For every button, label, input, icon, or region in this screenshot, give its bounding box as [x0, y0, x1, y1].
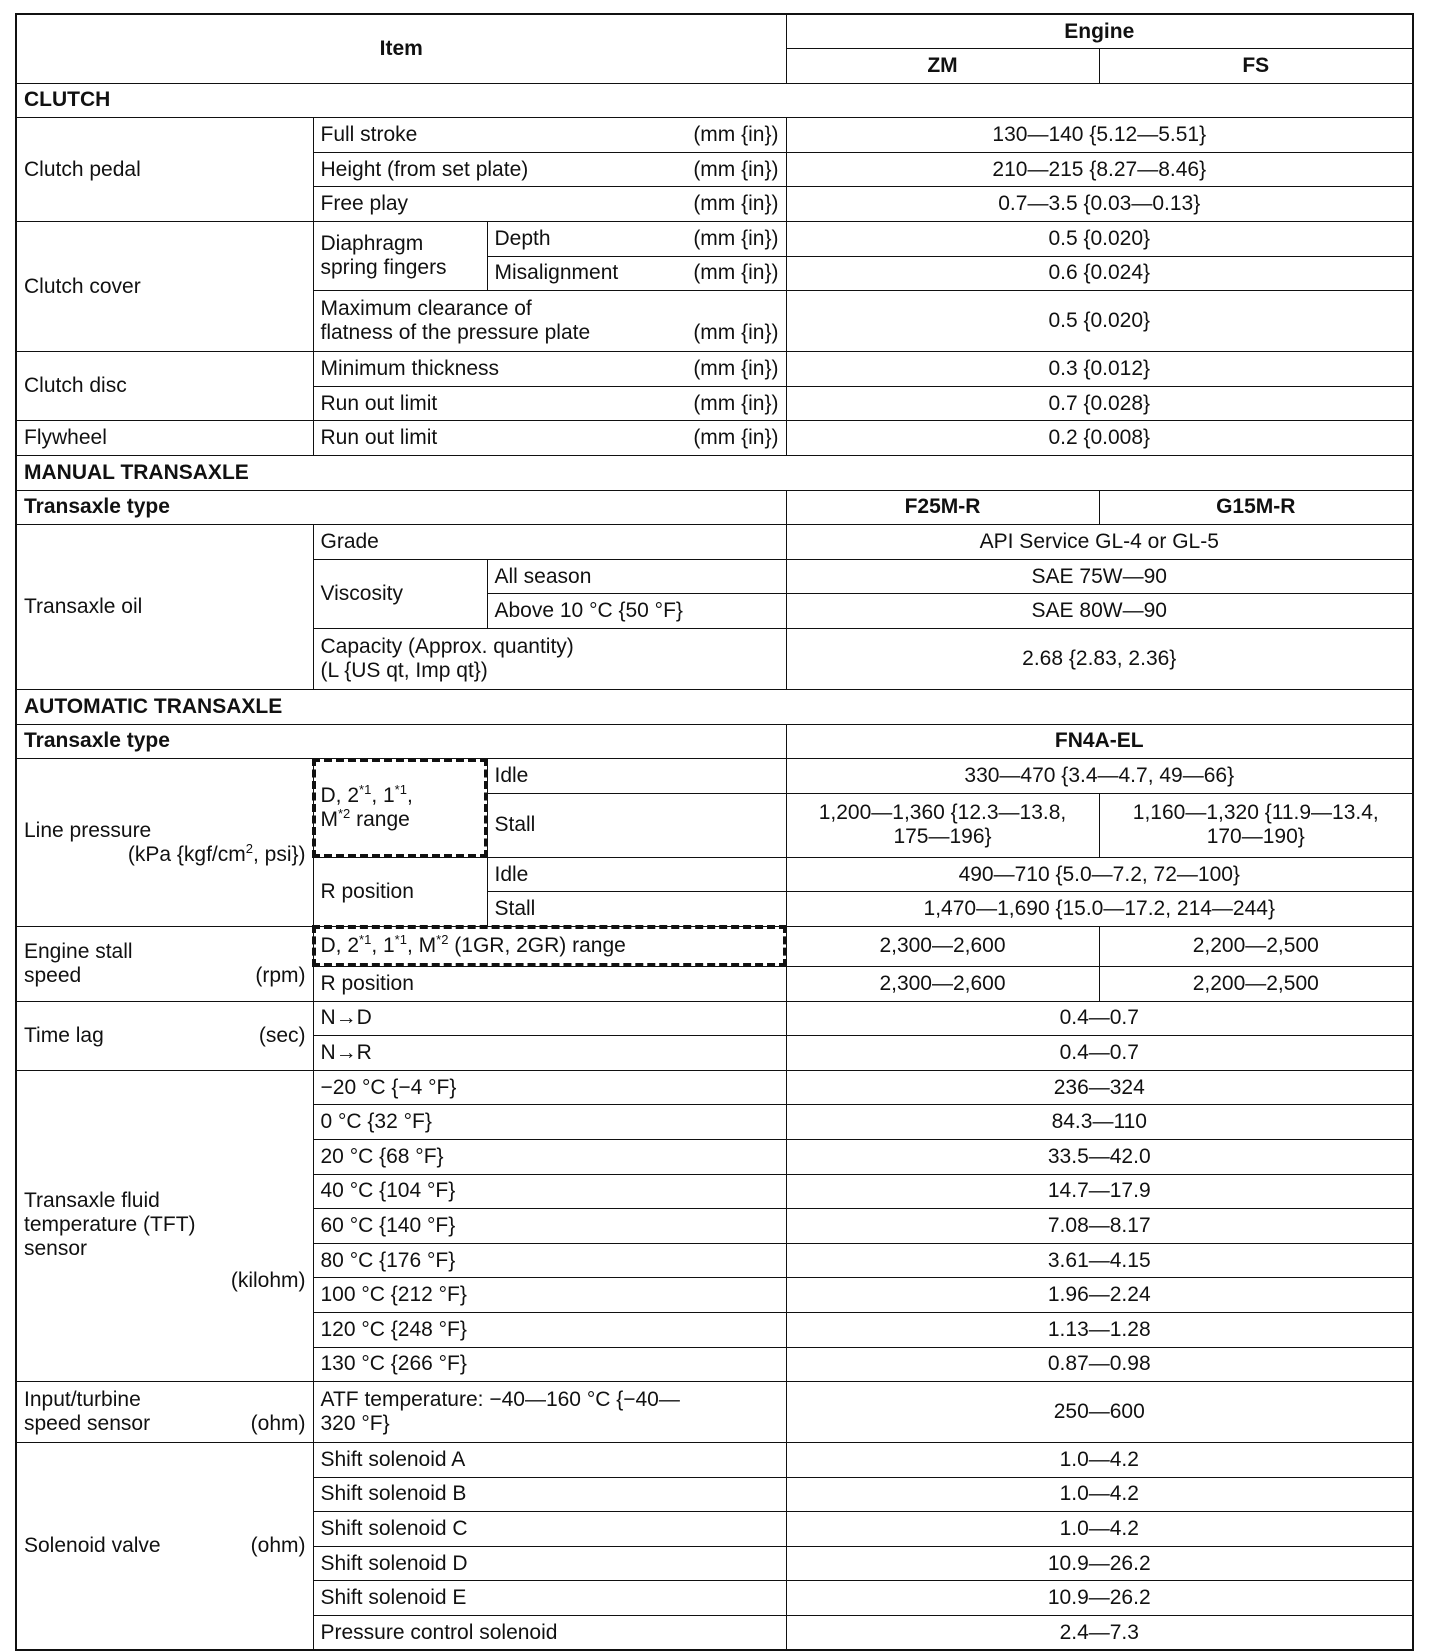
- solenoid-label: Shift solenoid C: [313, 1512, 786, 1547]
- value-cell: 0.7 {0.028}: [786, 386, 1413, 421]
- temperature-label: −20 °C {−4 °F}: [313, 1070, 786, 1105]
- temperature-label: 60 °C {140 °F}: [313, 1209, 786, 1244]
- stall-label: Stall: [487, 892, 786, 927]
- item-label: Height (from set plate): [320, 157, 529, 181]
- section-automatic-transaxle: AUTOMATIC TRANSAXLE: [16, 690, 1413, 725]
- value-cell: 330—470 {3.4—4.7, 49—66}: [786, 759, 1413, 794]
- above-label: Above 10 °C {50 °F}: [487, 594, 786, 629]
- r-position-label: R position: [313, 966, 786, 1001]
- value-cell: 2.4—7.3: [786, 1616, 1413, 1651]
- value-cell-zm: 2,300—2,600: [786, 966, 1099, 1001]
- value-cell: 0.5 {0.020}: [786, 222, 1413, 257]
- value-cell: 210—215 {8.27—8.46}: [786, 152, 1413, 187]
- value-cell: 0.4—0.7: [786, 1036, 1413, 1071]
- value-cell: 1.13—1.28: [786, 1312, 1413, 1347]
- temperature-label: 100 °C {212 °F}: [313, 1278, 786, 1313]
- value-cell: 7.08—8.17: [786, 1209, 1413, 1244]
- idle-label: Idle: [487, 857, 786, 892]
- item-label: Full stroke: [320, 123, 418, 147]
- item-label: Free play: [320, 192, 409, 216]
- value-cell: API Service GL-4 or GL-5: [786, 525, 1413, 560]
- n-d-label: N→D: [313, 1001, 786, 1036]
- transaxle-type-label: Transaxle type: [16, 724, 786, 759]
- value-cell-fs: 2,200—2,500: [1099, 926, 1413, 966]
- value-cell: 250—600: [786, 1382, 1413, 1443]
- value-cell: 490—710 {5.0—7.2, 72—100}: [786, 857, 1413, 892]
- value-cell: 2.68 {2.83, 2.36}: [786, 629, 1413, 690]
- value-cell: 1,470—1,690 {15.0—17.2, 214—244}: [786, 892, 1413, 927]
- type-fs: G15M-R: [1099, 490, 1413, 525]
- item-label: Run out limit: [320, 426, 438, 450]
- item-label: Minimum thickness: [320, 357, 500, 381]
- value-cell: 10.9—26.2: [786, 1546, 1413, 1581]
- all-season-label: All season: [487, 559, 786, 594]
- value-cell: 0.6 {0.024}: [786, 256, 1413, 291]
- clutch-pedal-label: Clutch pedal: [16, 118, 313, 222]
- turbine-sensor-label: Input/turbine speed sensor (ohm): [16, 1382, 313, 1443]
- diaphragm-label: Diaphragm spring fingers: [313, 222, 487, 291]
- section-clutch: CLUTCH: [16, 83, 1413, 118]
- flywheel-run-out-cell: [313, 421, 786, 456]
- header-engine: Engine: [786, 14, 1413, 49]
- unit-label: (mm {in}): [693, 157, 779, 181]
- value-cell: 1.0—4.2: [786, 1477, 1413, 1512]
- value-cell-zm: 2,300—2,600: [786, 926, 1099, 966]
- solenoid-label: Pressure control solenoid: [313, 1616, 786, 1651]
- header-item: Item: [16, 14, 786, 83]
- atf-condition-label: ATF temperature: −40—160 °C {−40— 320 °F}: [313, 1382, 786, 1443]
- unit-label: (kPa {$kgf/cm^2$, psi}): [127, 840, 306, 866]
- item-label: Run out limit: [320, 391, 438, 415]
- solenoid-valve-label: Solenoid valve (ohm): [16, 1443, 313, 1651]
- value-cell: 84.3—110: [786, 1105, 1413, 1140]
- transaxle-oil-label: Transaxle oil: [16, 525, 313, 690]
- misalignment-cell: [487, 256, 786, 291]
- r-position-label: R position: [313, 857, 487, 926]
- idle-label: Idle: [487, 759, 786, 794]
- viscosity-label: Viscosity: [313, 559, 487, 628]
- type-zm: F25M-R: [786, 490, 1099, 525]
- header-zm: ZM: [786, 49, 1099, 84]
- item-label: Line pressure: [24, 818, 152, 842]
- value-cell-fs: 1,160—1,320 {11.9—13.4, 170—190}: [1099, 793, 1413, 857]
- item-label: flatness of the pressure plate: [320, 321, 591, 345]
- solenoid-label: Shift solenoid B: [313, 1477, 786, 1512]
- line-pressure-label: [16, 759, 313, 927]
- unit-label: (mm {in}): [693, 192, 779, 216]
- time-lag-label: Time lag (sec): [16, 1001, 313, 1070]
- transaxle-type-label: Transaxle type: [16, 490, 786, 525]
- value-cell-fs: 2,200—2,500: [1099, 966, 1413, 1001]
- d-range-label: D, 2$^{*1}$, 1$^{*1}$, $M^{*2}$ (1GR, 2GR) range: [313, 926, 786, 966]
- tft-sensor-label: Transaxle fluid temperature (TFT) sensor (kilohm): [16, 1070, 313, 1381]
- item-label: Misalignment: [494, 261, 619, 285]
- unit-label: (mm {in}): [693, 426, 779, 450]
- section-manual-transaxle: MANUAL TRANSAXLE: [16, 456, 1413, 491]
- height-cell: [313, 152, 786, 187]
- capacity-cell: [313, 629, 786, 690]
- flywheel-label: Flywheel: [16, 421, 313, 456]
- grade-label: Grade: [313, 525, 786, 560]
- value-cell: 0.2 {0.008}: [786, 421, 1413, 456]
- temperature-label: 40 °C {104 °F}: [313, 1174, 786, 1209]
- stall-label: Stall: [487, 793, 786, 857]
- value-cell: 1.0—4.2: [786, 1512, 1413, 1547]
- temperature-label: 20 °C {68 °F}: [313, 1139, 786, 1174]
- max-clearance-cell: [313, 291, 786, 352]
- run-out-cell: [313, 386, 786, 421]
- type-value: FN4A-EL: [786, 724, 1413, 759]
- value-cell-zm: 1,200—1,360 {12.3—13.8, 175—196}: [786, 793, 1099, 857]
- clutch-cover-label: Clutch cover: [16, 222, 313, 352]
- unit-label: (mm {in}): [693, 321, 779, 345]
- min-thickness-cell: [313, 352, 786, 387]
- unit-label: (mm {in}): [693, 123, 779, 147]
- value-cell: 236—324: [786, 1070, 1413, 1105]
- value-cell: 0.4—0.7: [786, 1001, 1413, 1036]
- value-cell: 33.5—42.0: [786, 1139, 1413, 1174]
- solenoid-label: Shift solenoid A: [313, 1443, 786, 1478]
- value-cell: 3.61—4.15: [786, 1243, 1413, 1278]
- unit-label: (mm {in}): [693, 357, 779, 381]
- unit-label: (mm {in}): [693, 391, 779, 415]
- solenoid-label: Shift solenoid D: [313, 1546, 786, 1581]
- temperature-label: 130 °C {266 °F}: [313, 1347, 786, 1382]
- specifications-table: [15, 13, 1414, 1651]
- value-cell: 0.7—3.5 {0.03—0.13}: [786, 187, 1413, 222]
- value-cell: 130—140 {5.12—5.51}: [786, 118, 1413, 153]
- unit-label: (mm {in}): [693, 226, 779, 250]
- d-range-label: D, 2$^{*1}$, 1$^{*1}$, $M^{*2}$ range: [313, 759, 487, 858]
- n-r-label: N→R: [313, 1036, 786, 1071]
- solenoid-label: Shift solenoid E: [313, 1581, 786, 1616]
- value-cell: SAE 75W—90: [786, 559, 1413, 594]
- value-cell: 0.5 {0.020}: [786, 291, 1413, 352]
- value-cell: 0.3 {0.012}: [786, 352, 1413, 387]
- item-label: Depth: [494, 226, 551, 250]
- engine-stall-speed-label: Engine stall speed (rpm): [16, 926, 313, 1001]
- item-label: Maximum clearance of: [320, 297, 532, 321]
- value-cell: 14.7—17.9: [786, 1174, 1413, 1209]
- temperature-label: 0 °C {32 °F}: [313, 1105, 786, 1140]
- depth-cell: [487, 222, 786, 257]
- full-stroke-cell: [313, 118, 786, 153]
- value-cell: 1.0—4.2: [786, 1443, 1413, 1478]
- value-cell: SAE 80W—90: [786, 594, 1413, 629]
- item-label: Capacity (Approx. quantity): [320, 635, 574, 658]
- value-cell: 10.9—26.2: [786, 1581, 1413, 1616]
- value-cell: 0.87—0.98: [786, 1347, 1413, 1382]
- value-cell: 1.96—2.24: [786, 1278, 1413, 1313]
- free-play-cell: [313, 187, 786, 222]
- temperature-label: 120 °C {248 °F}: [313, 1312, 786, 1347]
- temperature-label: 80 °C {176 °F}: [313, 1243, 786, 1278]
- clutch-disc-label: Clutch disc: [16, 352, 313, 421]
- unit-label: (mm {in}): [693, 261, 779, 285]
- header-fs: FS: [1099, 49, 1413, 84]
- unit-label: (L {US qt, Imp qt}): [320, 659, 488, 682]
